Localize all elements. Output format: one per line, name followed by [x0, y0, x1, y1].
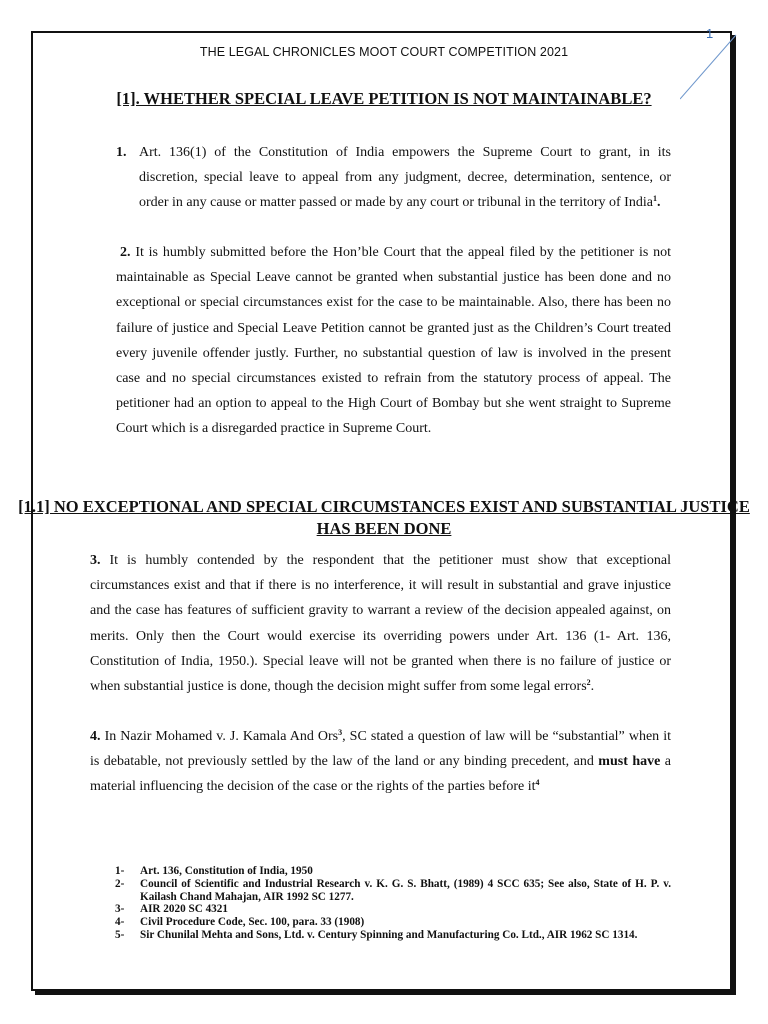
footnote-number: 5- [115, 928, 125, 941]
paragraph-2 [116, 240, 671, 442]
footnote-item [115, 878, 671, 904]
paragraph-number: 3. [90, 553, 101, 568]
page-number: 1 [706, 26, 714, 41]
footnote-ref: 4 [535, 778, 540, 788]
section-heading-1: [1]. WHETHER SPECIAL LEAVE PETITION IS NOT MAINTAINABLE? [116, 89, 652, 108]
paragraph-number: 1. [116, 145, 127, 160]
footnote-item [115, 903, 671, 916]
paragraph-number: 2. [120, 245, 131, 260]
paragraph-1 [116, 140, 671, 216]
paragraph-3 [90, 548, 671, 699]
paragraph-text: , SC stated a question of law will be “substantial” when it is debatable, not previously settled by the law of the land or any binding precedent, and [90, 729, 671, 770]
paragraph-text: Art. 136(1) of the Constitution of India empowers the Supreme Court to grant, in its discretion, special leave to appeal from any judgment, decree, determination, sentence, or order in any cause or matter passed or made by any court or tribunal in the territory of India [139, 145, 671, 211]
footnote-text: Art. 136, Constitution of India, 1950 [140, 865, 313, 877]
section-heading-1-1: [1.1] NO EXCEPTIONAL AND SPECIAL CIRCUMSTANCES EXIST AND SUBSTANTIAL JUSTICE HAS BEEN DONE [18, 497, 750, 538]
paragraph-4 [90, 724, 671, 800]
emphasis-text: must have [598, 754, 661, 770]
footnote-number: 1- [115, 865, 125, 877]
footnote-number: 2- [115, 877, 125, 890]
footnote-ref: 3 [338, 728, 343, 737]
footnote-text: AIR 2020 SC 4321 [140, 903, 228, 916]
paragraph-text: a material influencing the decision of the case or the rights of the parties before it [90, 754, 671, 795]
footnote-text: Council of Scientific and Industrial Research v. K. G. S. Bhatt, (1989) 4 SCC 635; See also, State of H. P. v. Kailash Chand Mahajan, AIR 1992 SC 1277. [140, 877, 671, 903]
paragraph-text: In Nazir Mohamed v. J. Kamala And Ors [104, 729, 339, 744]
paragraph-text: It is humbly contended by the respondent that the petitioner must show that exceptional circumstances exist and that if there is no interference, it will result in substantial and grave injustice and the case has features of sufficient gravity to warrant a review of the decision appealed against, on merits. Only then the Court would exercise its overriding powers under Art. 136 (1- Art. 136, Constitution of India, 1950.). Special leave will not be granted when there is no failure of justice or when substantial justice is done, though the decision might suffer from some legal errors [90, 553, 672, 695]
paragraph-end: . [590, 679, 595, 695]
footnote-separator [115, 852, 665, 854]
paragraph-end: . [656, 195, 661, 211]
document-header: THE LEGAL CHRONICLES MOOT COURT COMPETITION 2021 [199, 45, 569, 59]
footnote-number: 4- [115, 916, 125, 929]
footnote-text: Civil Procedure Code, Sec. 100, para. 33 (1908) [140, 916, 365, 929]
footnote-item [115, 929, 671, 942]
footnote-ref: 1 [652, 194, 657, 204]
footnote-ref: 2 [586, 678, 591, 688]
paragraph-number: 4. [90, 729, 101, 744]
paragraph-text: It is humbly submitted before the Hon’ble Court that the appeal filed by the petitioner is not maintainable as Special Leave cannot be granted when substantial justice has been done and no exceptional or special circumstances exist for the case to be maintainable. Also, there has been no failure of justice and Special Leave Petition cannot be granted just as the Children’s Court treated every juvenile offender justly. Further, no substantial question of law is involved in the present case and no special circumstances existed to refrain from the statutory process of appeal. The petitioner had an option to appeal to the High Court of Bombay but she went straight to Supreme Court which is a disregarded practice in Supreme Court. [116, 245, 671, 437]
footnote-item [115, 916, 671, 929]
footnote-item [115, 865, 671, 878]
footnotes [115, 865, 671, 942]
footnote-text: Sir Chunilal Mehta and Sons, Ltd. v. Century Spinning and Manufacturing Co. Ltd., AIR 1962 SC 1314. [140, 928, 638, 941]
footnote-number: 3- [115, 903, 125, 916]
